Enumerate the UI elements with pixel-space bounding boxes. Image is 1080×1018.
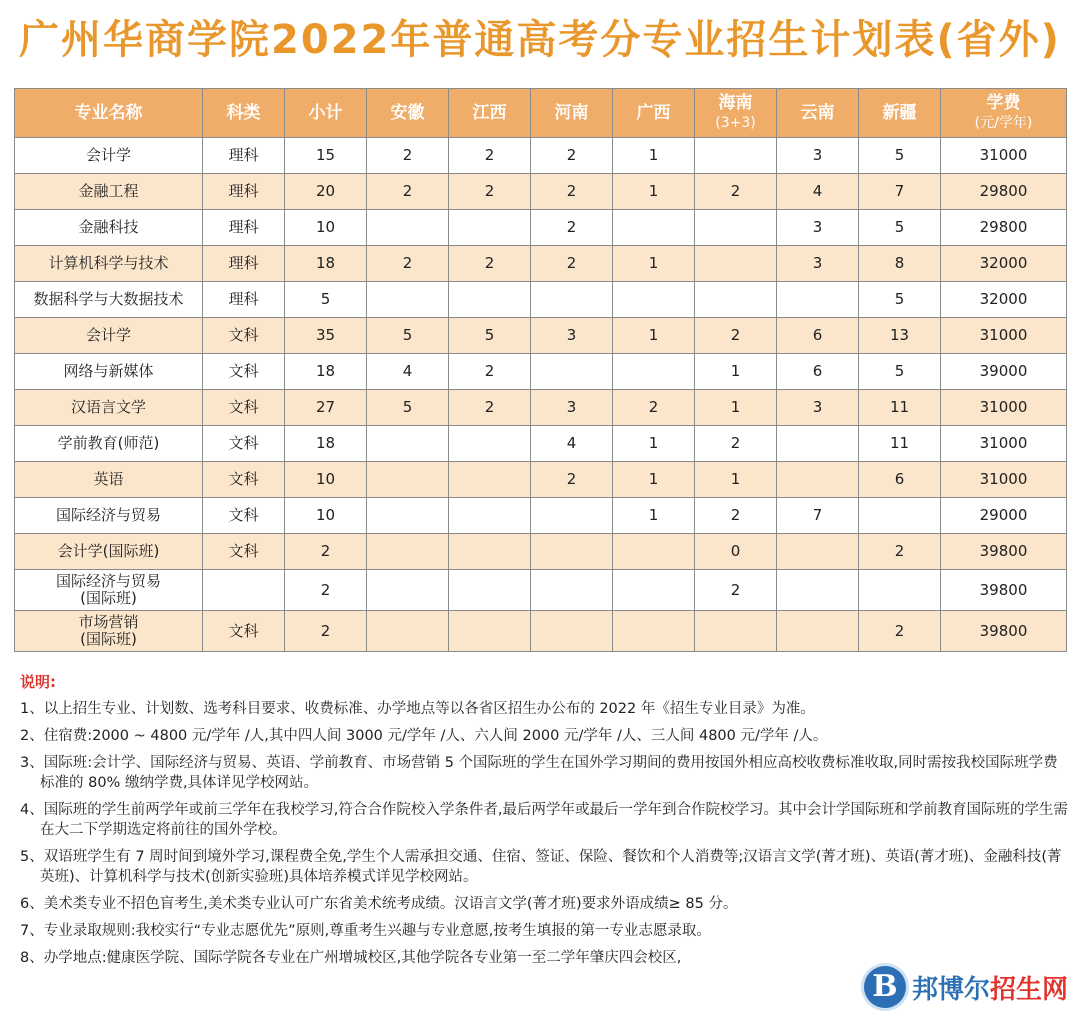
table-row <box>15 354 1067 390</box>
cell-yunnan <box>777 611 859 652</box>
cell-henan <box>531 282 613 318</box>
cell-henan <box>531 354 613 390</box>
cell-major <box>15 498 203 534</box>
cell-major <box>15 174 203 210</box>
cell-hainan <box>695 138 777 174</box>
cell-major-name: 汉语言文学 <box>70 398 146 416</box>
cell-major-suffix: (国际班) <box>80 589 137 607</box>
cell-guangxi: 1 <box>613 174 695 210</box>
cell-subject-type: 文科 <box>203 534 285 570</box>
cell-major-name: 会计学(国际班) <box>57 542 160 560</box>
cell-yunnan <box>777 426 859 462</box>
cell-guangxi: 1 <box>613 246 695 282</box>
cell-xinjiang: 13 <box>859 318 941 354</box>
cell-anhui <box>367 282 449 318</box>
watermark-text <box>912 969 1068 1006</box>
cell-subject-type: 文科 <box>203 462 285 498</box>
cell-anhui <box>367 498 449 534</box>
cell-fee: 39800 <box>941 570 1067 611</box>
cell-guangxi <box>613 611 695 652</box>
cell-hainan <box>695 282 777 318</box>
cell-jiangxi <box>449 498 531 534</box>
cell-subtotal: 10 <box>285 462 367 498</box>
header-henan: 河南 <box>531 89 613 138</box>
cell-jiangxi <box>449 570 531 611</box>
cell-major-name: 网络与新媒体 <box>63 362 154 380</box>
note-item: 1、以上招生专业、计划数、选考科目要求、收费标准、办学地点等以各省区招生办公布的 2022 年《招生专业目录》为准。 <box>20 701 815 717</box>
header-hainan <box>695 89 777 138</box>
cell-hainan: 2 <box>695 498 777 534</box>
cell-jiangxi <box>449 426 531 462</box>
cell-fee: 31000 <box>941 390 1067 426</box>
cell-subject-type: 文科 <box>203 354 285 390</box>
cell-yunnan: 3 <box>777 210 859 246</box>
table-header-row <box>15 89 1067 138</box>
cell-hainan <box>695 210 777 246</box>
cell-guangxi: 1 <box>613 138 695 174</box>
cell-henan <box>531 611 613 652</box>
cell-anhui <box>367 462 449 498</box>
header-anhui: 安徽 <box>367 89 449 138</box>
cell-anhui <box>367 534 449 570</box>
cell-jiangxi <box>449 534 531 570</box>
cell-anhui: 2 <box>367 174 449 210</box>
cell-anhui <box>367 570 449 611</box>
cell-subtotal: 2 <box>285 611 367 652</box>
cell-subject-type: 文科 <box>203 390 285 426</box>
cell-jiangxi: 2 <box>449 354 531 390</box>
cell-hainan: 2 <box>695 174 777 210</box>
cell-fee: 31000 <box>941 462 1067 498</box>
cell-subject-type <box>203 570 285 611</box>
cell-guangxi <box>613 210 695 246</box>
cell-guangxi: 1 <box>613 498 695 534</box>
watermark-logo-icon: B <box>864 966 906 1008</box>
header-subtotal: 小计 <box>285 89 367 138</box>
cell-subtotal: 10 <box>285 210 367 246</box>
header-yunnan: 云南 <box>777 89 859 138</box>
cell-jiangxi <box>449 611 531 652</box>
cell-xinjiang: 2 <box>859 611 941 652</box>
table-row <box>15 174 1067 210</box>
cell-hainan: 1 <box>695 354 777 390</box>
cell-xinjiang: 2 <box>859 534 941 570</box>
table-row <box>15 570 1067 611</box>
cell-major-name: 会计学 <box>85 326 131 344</box>
cell-yunnan: 3 <box>777 138 859 174</box>
cell-guangxi: 1 <box>613 426 695 462</box>
cell-fee: 39000 <box>941 354 1067 390</box>
cell-jiangxi <box>449 210 531 246</box>
cell-major <box>15 534 203 570</box>
table-row <box>15 246 1067 282</box>
cell-yunnan: 6 <box>777 354 859 390</box>
cell-hainan <box>695 246 777 282</box>
cell-major-name: 国际经济与贸易 <box>55 506 161 524</box>
cell-henan <box>531 570 613 611</box>
cell-major-name: 英语 <box>93 470 124 488</box>
cell-xinjiang: 5 <box>859 210 941 246</box>
cell-jiangxi <box>449 282 531 318</box>
cell-subject-type: 理科 <box>203 282 285 318</box>
cell-subject-type: 文科 <box>203 498 285 534</box>
cell-xinjiang: 11 <box>859 426 941 462</box>
header-guangxi: 广西 <box>613 89 695 138</box>
cell-xinjiang: 8 <box>859 246 941 282</box>
cell-major <box>15 246 203 282</box>
table-row <box>15 390 1067 426</box>
table-row <box>15 462 1067 498</box>
enrollment-plan-table <box>14 88 1067 652</box>
cell-henan: 4 <box>531 426 613 462</box>
cell-jiangxi: 2 <box>449 138 531 174</box>
table-row <box>15 611 1067 652</box>
header-subject-type: 科类 <box>203 89 285 138</box>
note-item: 2、住宿费:2000 ~ 4800 元/学年 /人,其中四人间 3000 元/学年 /人、六人间 2000 元/学年 /人、三人间 4800 元/学年 /人。 <box>20 728 828 744</box>
cell-major-name: 学前教育(师范) <box>57 434 160 452</box>
cell-henan: 2 <box>531 246 613 282</box>
cell-guangxi: 2 <box>613 390 695 426</box>
cell-major-name: 金融科技 <box>78 218 139 236</box>
cell-fee: 39800 <box>941 534 1067 570</box>
cell-fee: 32000 <box>941 246 1067 282</box>
cell-major <box>15 462 203 498</box>
watermark-text-a: 邦博尔 <box>911 974 990 1005</box>
cell-fee: 32000 <box>941 282 1067 318</box>
cell-guangxi <box>613 570 695 611</box>
cell-anhui <box>367 611 449 652</box>
table-row <box>15 426 1067 462</box>
cell-anhui: 5 <box>367 390 449 426</box>
header-xinjiang: 新疆 <box>859 89 941 138</box>
cell-jiangxi: 5 <box>449 318 531 354</box>
cell-yunnan: 3 <box>777 246 859 282</box>
cell-hainan: 1 <box>695 462 777 498</box>
cell-major <box>15 611 203 652</box>
note-item: 3、国际班:会计学、国际经济与贸易、英语、学前教育、市场营销 5 个国际班的学生在国外学习期间的费用按国外相应高校收费标准收取,同时需按我校国际班学费标准的 80% 缴纳学费,具体详见学校网站。 <box>20 755 1058 791</box>
cell-xinjiang: 5 <box>859 354 941 390</box>
cell-hainan <box>695 611 777 652</box>
cell-xinjiang <box>859 570 941 611</box>
cell-yunnan: 6 <box>777 318 859 354</box>
note-item: 5、双语班学生有 7 周时间到境外学习,课程费全免,学生个人需承担交通、住宿、签证、保险、餐饮和个人消费等;汉语言文学(菁才班)、英语(菁才班)、金融科技(菁英班)、计算机科学与技术(创新实验班)具体培养模式详见学校网站。 <box>20 849 1062 885</box>
cell-subject-type: 文科 <box>203 611 285 652</box>
cell-yunnan <box>777 570 859 611</box>
cell-subtotal: 27 <box>285 390 367 426</box>
header-major: 专业名称 <box>15 89 203 138</box>
watermark <box>864 966 1068 1008</box>
header-hainan-label: 海南 <box>718 93 753 113</box>
cell-major-name: 金融工程 <box>78 182 139 200</box>
cell-major <box>15 354 203 390</box>
cell-subtotal: 15 <box>285 138 367 174</box>
cell-jiangxi: 2 <box>449 390 531 426</box>
cell-major <box>15 390 203 426</box>
cell-hainan: 2 <box>695 318 777 354</box>
cell-yunnan <box>777 534 859 570</box>
cell-major-name: 国际经济与贸易 <box>55 572 161 590</box>
table-row <box>15 210 1067 246</box>
cell-anhui: 2 <box>367 138 449 174</box>
cell-subject-type: 文科 <box>203 426 285 462</box>
cell-subtotal: 18 <box>285 354 367 390</box>
notes-heading: 说明: <box>20 673 56 691</box>
cell-henan: 2 <box>531 138 613 174</box>
cell-major-name: 市场营销 <box>78 613 139 631</box>
cell-fee: 31000 <box>941 318 1067 354</box>
cell-xinjiang: 6 <box>859 462 941 498</box>
watermark-text-b: 招生网 <box>989 974 1068 1005</box>
cell-fee: 39800 <box>941 611 1067 652</box>
cell-jiangxi: 2 <box>449 174 531 210</box>
cell-fee: 29800 <box>941 174 1067 210</box>
cell-subject-type: 理科 <box>203 138 285 174</box>
notes-list <box>20 699 1070 968</box>
cell-xinjiang: 7 <box>859 174 941 210</box>
cell-major <box>15 318 203 354</box>
header-hainan-sub: (3+3) <box>715 115 756 131</box>
cell-major-suffix: (国际班) <box>80 630 137 648</box>
cell-subject-type: 理科 <box>203 210 285 246</box>
cell-subtotal: 2 <box>285 534 367 570</box>
cell-hainan: 2 <box>695 570 777 611</box>
cell-yunnan: 7 <box>777 498 859 534</box>
note-item: 7、专业录取规则:我校实行“专业志愿优先”原则,尊重考生兴趣与专业意愿,按考生填报的第一专业志愿录取。 <box>20 923 711 939</box>
cell-henan <box>531 498 613 534</box>
cell-yunnan: 4 <box>777 174 859 210</box>
cell-major <box>15 138 203 174</box>
cell-xinjiang: 11 <box>859 390 941 426</box>
cell-major-name: 计算机科学与技术 <box>48 254 169 272</box>
cell-subtotal: 35 <box>285 318 367 354</box>
cell-yunnan <box>777 462 859 498</box>
cell-guangxi <box>613 534 695 570</box>
cell-fee: 29000 <box>941 498 1067 534</box>
cell-subtotal: 18 <box>285 246 367 282</box>
cell-anhui <box>367 426 449 462</box>
table-row <box>15 318 1067 354</box>
cell-guangxi: 1 <box>613 318 695 354</box>
cell-fee: 29800 <box>941 210 1067 246</box>
cell-major <box>15 210 203 246</box>
cell-fee: 31000 <box>941 426 1067 462</box>
notes-section <box>20 672 1070 975</box>
header-fee-label: 学费 <box>986 93 1021 113</box>
cell-hainan: 1 <box>695 390 777 426</box>
header-fee <box>941 89 1067 138</box>
cell-subject-type: 理科 <box>203 246 285 282</box>
cell-henan: 3 <box>531 318 613 354</box>
cell-hainan: 0 <box>695 534 777 570</box>
note-item: 8、办学地点:健康医学院、国际学院各专业在广州增城校区,其他学院各专业第一至二学年肇庆四会校区, <box>20 950 682 966</box>
table-row <box>15 282 1067 318</box>
cell-major <box>15 570 203 611</box>
cell-henan: 3 <box>531 390 613 426</box>
cell-xinjiang <box>859 498 941 534</box>
cell-hainan: 2 <box>695 426 777 462</box>
header-jiangxi: 江西 <box>449 89 531 138</box>
cell-henan: 2 <box>531 462 613 498</box>
cell-jiangxi <box>449 462 531 498</box>
cell-major-name: 会计学 <box>85 146 131 164</box>
cell-major-name: 数据科学与大数据技术 <box>33 290 184 308</box>
cell-guangxi <box>613 282 695 318</box>
table-row <box>15 498 1067 534</box>
cell-subtotal: 10 <box>285 498 367 534</box>
cell-subtotal: 5 <box>285 282 367 318</box>
cell-subtotal: 20 <box>285 174 367 210</box>
cell-xinjiang: 5 <box>859 282 941 318</box>
cell-major <box>15 426 203 462</box>
cell-henan: 2 <box>531 174 613 210</box>
cell-henan <box>531 534 613 570</box>
cell-anhui <box>367 210 449 246</box>
cell-guangxi: 1 <box>613 462 695 498</box>
cell-anhui: 4 <box>367 354 449 390</box>
cell-subtotal: 18 <box>285 426 367 462</box>
page-title: 广州华商学院2022年普通高考分专业招生计划表(省外) <box>19 17 1061 63</box>
table-row <box>15 534 1067 570</box>
cell-jiangxi: 2 <box>449 246 531 282</box>
cell-subject-type: 理科 <box>203 174 285 210</box>
cell-anhui: 2 <box>367 246 449 282</box>
header-fee-sub: (元/学年) <box>974 115 1033 131</box>
cell-yunnan <box>777 282 859 318</box>
table-row <box>15 138 1067 174</box>
cell-subtotal: 2 <box>285 570 367 611</box>
cell-henan: 2 <box>531 210 613 246</box>
cell-major <box>15 282 203 318</box>
cell-fee: 31000 <box>941 138 1067 174</box>
cell-yunnan: 3 <box>777 390 859 426</box>
cell-subject-type: 文科 <box>203 318 285 354</box>
note-item: 6、美术类专业不招色盲考生,美术类专业认可广东省美术统考成绩。汉语言文学(菁才班)要求外语成绩≥ 85 分。 <box>20 896 738 912</box>
cell-guangxi <box>613 354 695 390</box>
cell-xinjiang: 5 <box>859 138 941 174</box>
note-item: 4、国际班的学生前两学年或前三学年在我校学习,符合合作院校入学条件者,最后两学年或最后一学年到合作院校学习。其中会计学国际班和学前教育国际班的学生需在大二下学期选定将前往的国外学校。 <box>20 802 1068 838</box>
cell-anhui: 5 <box>367 318 449 354</box>
